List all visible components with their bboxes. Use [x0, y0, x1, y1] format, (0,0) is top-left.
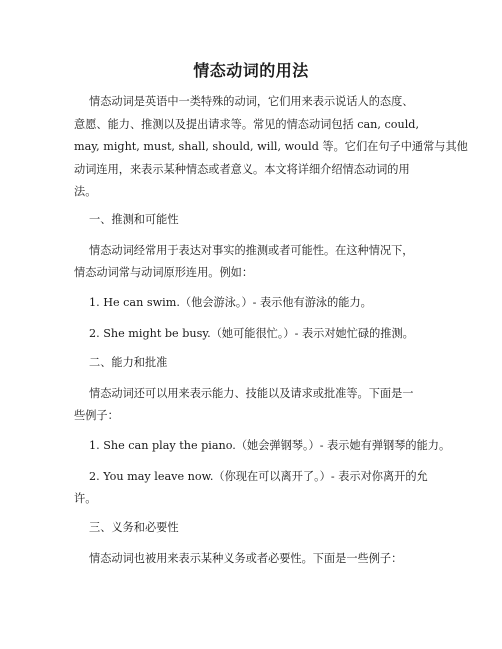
intro-line: may, might, must, shall, should, will, would 等。它们在句子中通常与其他	[74, 140, 468, 153]
intro-line: 情态动词是英语中一类特殊的动词，它们用来表示说话人的态度、	[89, 95, 414, 108]
section-heading: 二、能力和批准	[89, 356, 168, 369]
section-body-line: 情态动词常与动词原形连用。例如：	[74, 266, 254, 279]
document-title: 情态动词的用法	[193, 61, 309, 80]
intro-line: 意愿、能力、推测以及提出请求等。常见的情态动词包括 can, could,	[74, 118, 420, 131]
example-line: 1. She can play the piano.（她会弹钢琴。）- 表示她有弹钢琴的能力。	[89, 439, 451, 452]
example-line: 2. She might be busy.（她可能很忙。）- 表示对她忙碌的推测。	[89, 327, 414, 340]
example-line: 许。	[74, 492, 97, 505]
section-body-line: 些例子：	[74, 409, 119, 422]
intro-line: 法。	[74, 185, 97, 198]
section-body-line: 情态动词经常用于表达对事实的推测或者可能性。在这种情况下，	[89, 244, 414, 257]
example-line: 2. You may leave now.（你现在可以离开了。）- 表示对你离开的允	[89, 470, 428, 483]
example-line: 1. He can swim.（他会游泳。）- 表示他有游泳的能力。	[89, 296, 372, 309]
section-heading: 一、推测和可能性	[89, 213, 179, 226]
section-body-line: 情态动词还可以用来表示能力、技能以及请求或批准等。下面是一	[89, 387, 414, 400]
section-heading: 三、义务和必要性	[89, 521, 179, 534]
intro-line: 动词连用，来表示某种情态或者意义。本文将详细介绍情态动词的用	[74, 163, 410, 176]
section-body-line: 情态动词也被用来表示某种义务或者必要性。下面是一些例子：	[89, 552, 403, 565]
